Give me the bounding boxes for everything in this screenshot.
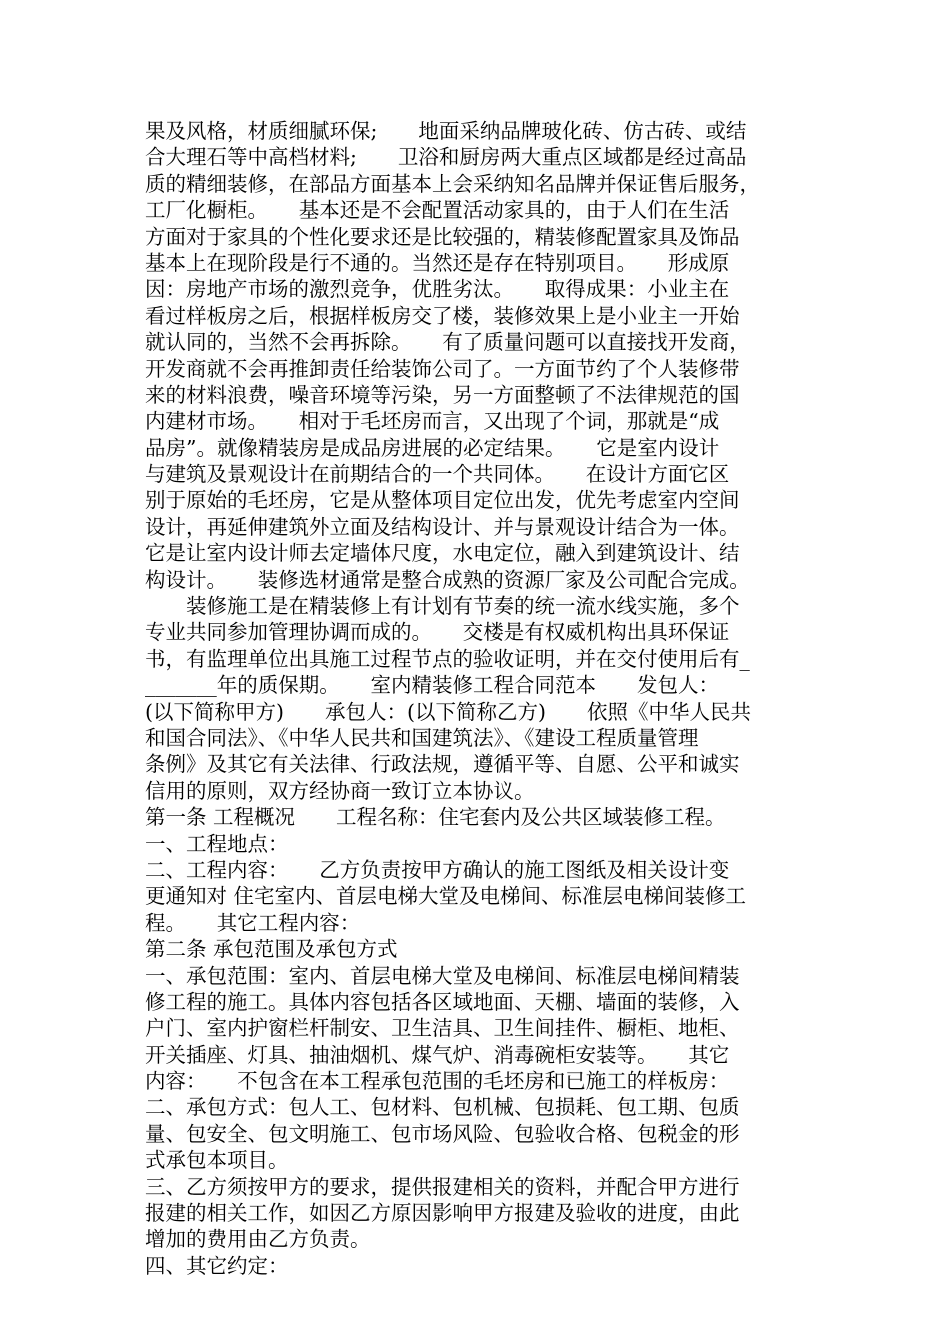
text-line: 报建的相关工作，如因乙方原因影响甲方报建及验收的进度，由此 [145, 1201, 740, 1226]
text-line: 和国合同法》、《中华人民共和国建筑法》、《建设工程质量管理 [145, 725, 699, 750]
text-line: 第一条 工程概况 工程名称：住宅套内及公共区域装修工程。 [145, 805, 726, 830]
text-line: _______年的质保期。 室内精装修工程合同范本 发包人： [145, 673, 719, 698]
text-line: 四、其它约定： [145, 1253, 289, 1278]
text-line: 构设计。 装修选材通常是整合成熟的资源厂家及公司配合完成。 [145, 567, 750, 592]
text-line: 别于原始的毛坯房，它是从整体项目定位出发，优先考虑室内空间 [145, 488, 740, 513]
text-line: (以下简称甲方) 承包人：(以下简称乙方) 依照《中华人民共 [145, 699, 751, 724]
text-line: 修工程的施工。具体内容包括各区域地面、天棚、墙面的装修，入 [145, 989, 740, 1014]
text-line: 基本上在现阶段是行不通的。当然还是存在特别项目。 形成原 [145, 250, 730, 275]
text-line: 式承包本项目。 [145, 1148, 289, 1173]
text-line: 专业共同参加管理协调而成的。 交楼是有权威机构出具环保证 [145, 620, 730, 645]
text-line: 开关插座、灯具、抽油烟机、煤气炉、消毒碗柜安装等。 其它 [145, 1042, 730, 1067]
text-line: 果及风格，材质细腻环保; 地面采纳品牌玻化砖、仿古砖、或结 [145, 119, 747, 143]
text-line: 内容： 不包含在本工程承包范围的毛坯房和已施工的样板房： [145, 1069, 730, 1094]
text-line: 工厂化橱柜。 基本还是不会配置活动家具的，由于人们在生活 [145, 198, 730, 223]
text-line: 程。 其它工程内容： [145, 910, 361, 935]
document-body [145, 118, 811, 1279]
text-line: 增加的费用由乙方负责。 [145, 1227, 371, 1252]
text-line: 合大理石等中高档材料; 卫浴和厨房两大重点区域都是经过高品 [145, 145, 747, 170]
text-line: 设计，再延伸建筑外立面及结构设计、并与景观设计结合为一体。 [145, 514, 740, 539]
text-line: 来的材料浪费，噪音环境等污染，另一方面整顿了不法律规范的国 [145, 382, 740, 407]
text-line: 信用的原则，双方经协商一致订立本协议。 [145, 778, 535, 803]
text-line: 第二条 承包范围及承包方式 [145, 937, 398, 962]
text-line: 书，有监理单位出具施工过程节点的验收证明，并在交付使用后有_ [145, 646, 750, 671]
text-line: 更通知对 住宅室内、首层电梯大堂及电梯间、标准层电梯间装修工 [145, 884, 747, 909]
text-line: 质的精细装修，在部品方面基本上会采纳知名品牌并保证售后服务， [145, 171, 760, 196]
text-line: 与建筑及景观设计在前期结合的一个共同体。 在设计方面它区 [145, 462, 730, 487]
text-line: 一、承包范围：室内、首层电梯大堂及电梯间、标准层电梯间精装 [145, 963, 740, 988]
text-line: 二、工程内容： 乙方负责按甲方确认的施工图纸及相关设计变 [145, 857, 730, 882]
text-line: 装修施工是在精装修上有计划有节奏的统一流水线实施，多个 [145, 594, 740, 619]
text-line: 内建材市场。 相对于毛坯房而言，又出现了个词，那就是“成 [145, 409, 720, 434]
text-line: 一、工程地点： [145, 831, 289, 856]
text-line: 因：房地产市场的激烈竞争，优胜劣汰。 取得成果：小业主在 [145, 277, 730, 302]
text-line: 看过样板房之后，根据样板房交了楼，装修效果上是小业主一开始 [145, 303, 740, 328]
text-line: 三、乙方须按甲方的要求，提供报建相关的资料，并配合甲方进行 [145, 1174, 740, 1199]
text-line: 量、包安全、包文明施工、包市场风险、包验收合格、包税金的形 [145, 1121, 740, 1146]
text-line: 开发商就不会再推卸责任给装饰公司了。一方面节约了个人装修带 [145, 356, 740, 381]
text-line: 条例》及其它有关法律、行政法规，遵循平等、自愿、公平和诚实 [145, 752, 740, 777]
text-line: 二、承包方式：包人工、包材料、包机械、包损耗、包工期、包质 [145, 1095, 740, 1120]
text-line: 就认同的，当然不会再拆除。 有了质量问题可以直接找开发商， [145, 330, 750, 355]
text-line: 品房”。就像精装房是成品房进展的必定结果。 它是室内设计 [145, 435, 720, 460]
text-line: 方面对于家具的个性化要求还是比较强的，精装修配置家具及饰品 [145, 224, 740, 249]
text-line: 它是让室内设计师去定墙体尺度，水电定位，融入到建筑设计、结 [145, 541, 740, 566]
text-line: 户门、室内护窗栏杆制安、卫生洁具、卫生间挂件、橱柜、地柜、 [145, 1016, 740, 1041]
